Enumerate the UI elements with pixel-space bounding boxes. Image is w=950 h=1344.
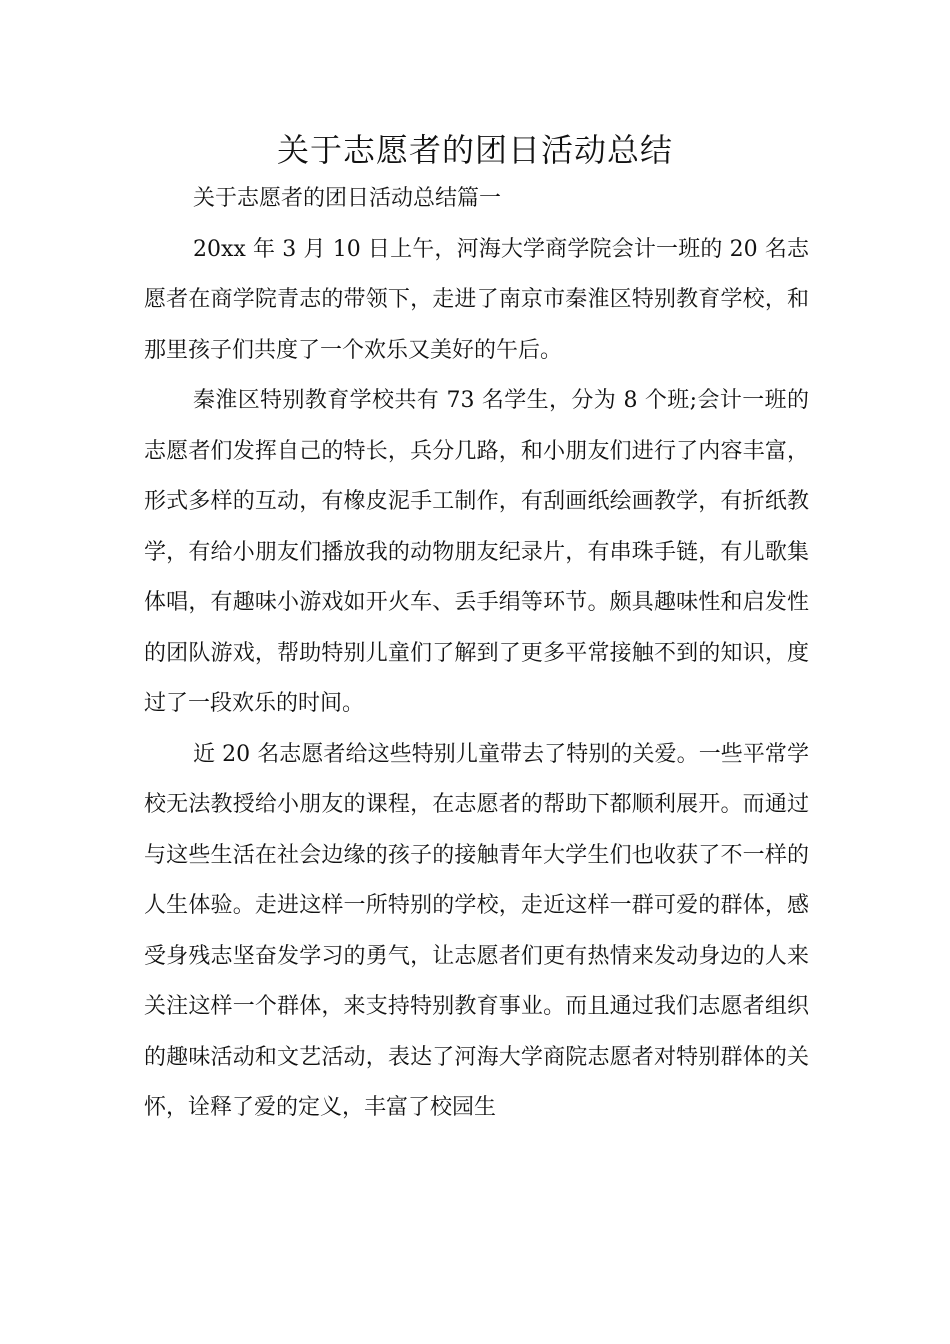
- subtitle-paragraph: 关于志愿者的团日活动总结篇一: [193, 186, 502, 211]
- document-title: 关于志愿者的团日活动总结: [276, 131, 673, 169]
- paragraph-3: 近 20 名志愿者给这些特别儿童带去了特别的关爱。一些平常学校无法教授给小朋友的课程，在志愿者的帮助下都顺利展开。而通过与这些生活在社会边缘的孩子的接触青年大学生们也收获了不一样的人生体验。走进这样一所特别的学校，走近这样一群可爱的群体，感受身残志坚奋发学习的勇气，让志愿者们更有热情来发动身边的人来关注这样一个群体，来支持特别教育事业。而且通过我们志愿者组织的趣味活动和文艺活动，表达了河海大学商院志愿者对特别群体的关怀，诠释了爱的定义，丰富了校园生: [144, 741, 809, 1120]
- paragraph-2: 秦淮区特别教育学校共有 73 名学生，分为 8 个班;会计一班的志愿者们发挥自己的特长，兵分几路，和小朋友们进行了内容丰富，形式多样的互动，有橡皮泥手工制作，有刮画纸绘画教学，有折纸教学，有给小朋友们播放我的动物朋友纪录片，有串珠手链，有儿歌集体唱，有趣味小游戏如开火车、丢手绢等环节。颇具趣味性和启发性的团队游戏，帮助特别儿童们了解到了更多平常接触不到的知识，度过了一段欢乐的时间。: [144, 388, 809, 716]
- paragraph-1: 20xx 年 3 月 10 日上午，河海大学商学院会计一班的 20 名志愿者在商学院青志的带领下，走进了南京市秦淮区特别教育学校，和那里孩子们共度了一个欢乐又美好的午后。: [144, 236, 809, 363]
- document-body: [144, 174, 809, 1134]
